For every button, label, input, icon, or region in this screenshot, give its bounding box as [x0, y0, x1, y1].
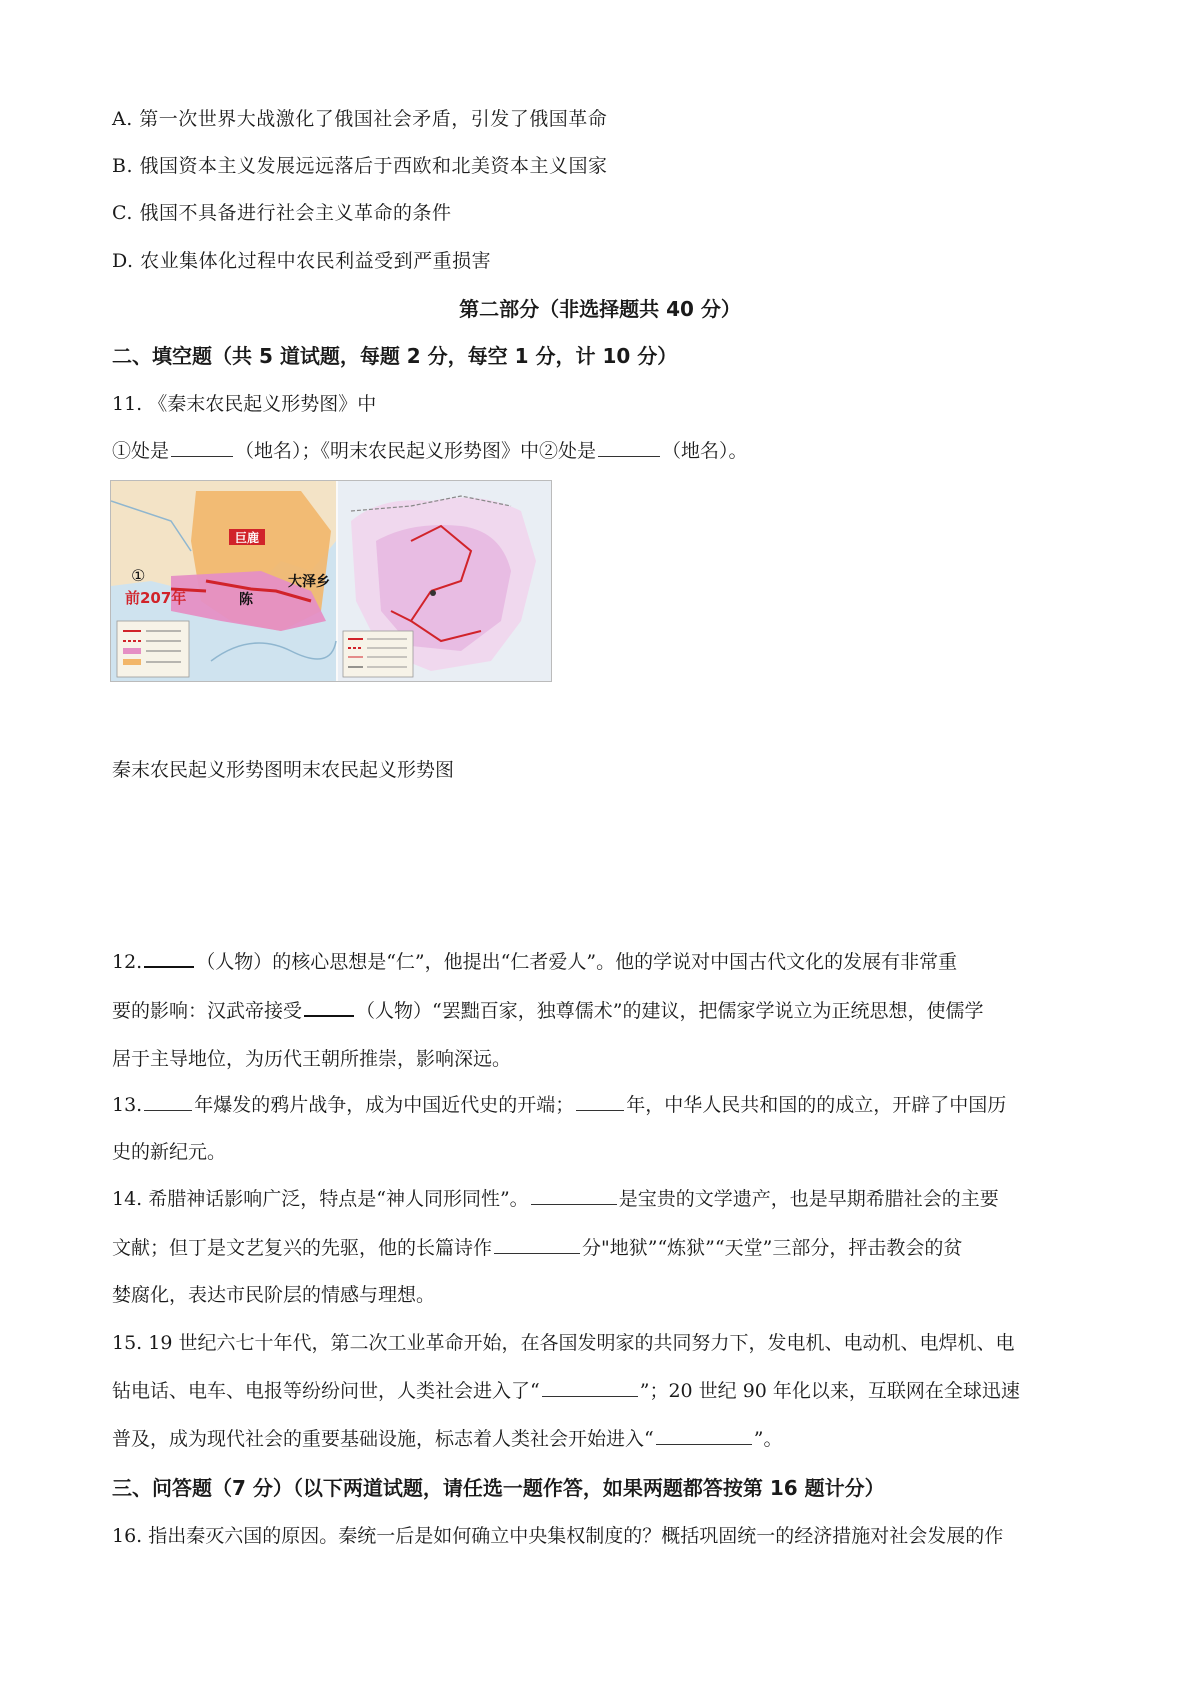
option-c: C. 俄国不具备进行社会主义革命的条件 [112, 202, 452, 224]
q13-num: 13. [112, 1094, 143, 1116]
label-circle1: ① [131, 566, 146, 585]
q15-text-3a: 普及，成为现代社会的重要基础设施，标志着人类社会开始进入 [112, 1428, 645, 1450]
q13-blank-1[interactable] [144, 1094, 192, 1111]
q15-text-3b: 。 [763, 1428, 783, 1450]
q12-line3: 居于主导地位，为历代王朝所推崇，影响深远。 [112, 1048, 512, 1070]
q14-blank-1[interactable] [531, 1188, 617, 1205]
q15-quote-close-1: ” [639, 1380, 650, 1402]
q11-text-a: ①处是 [112, 440, 170, 462]
label-chen: 陈 [239, 592, 253, 608]
q15-line2 [112, 1376, 1102, 1403]
section3-title: 三、问答题（7 分）（以下两道试题，请任选一题作答，如果两题都答按第 16 题计分） [112, 1476, 885, 1500]
q15-quote-open-1: “ [530, 1380, 540, 1402]
q15-quote-close-2: ” [753, 1428, 764, 1450]
q15-blank-1[interactable] [542, 1380, 638, 1397]
q12-num: 12. [112, 951, 143, 973]
q12-blank-2[interactable] [304, 999, 354, 1017]
part2-title: 第二部分（非选择题共 40 分） [459, 297, 741, 321]
maps-svg [111, 481, 551, 681]
q11-blank-1[interactable] [171, 440, 233, 457]
q15-line1: 15. 19 世纪六七十年代，第二次工业革命开始，在各国发明家的共同努力下，发电机、电动机、电焊机、电 [112, 1332, 1015, 1354]
map-caption: 秦末农民起义形势图明末农民起义形势图 [112, 759, 455, 781]
q11-text-c: （地名）。 [662, 440, 748, 462]
q11-text-b: （地名）；《明末农民起义形势图》中②处是 [235, 440, 597, 462]
q15-quote-open-2: “ [644, 1428, 654, 1450]
q14-text-2b: 分"地狱”“炼狱”“天堂”三部分，抨击教会的贫 [582, 1237, 963, 1259]
maps-figure [110, 480, 552, 682]
q13-line2: 史的新纪元。 [112, 1141, 227, 1163]
label-year: 前207年 [125, 589, 187, 607]
q15-text-2b: ；20 世纪 90 年化以来，互联网在全球迅速 [649, 1380, 1020, 1402]
q13-blank-2[interactable] [576, 1094, 624, 1111]
q14-line3: 婪腐化，表达市民阶层的情感与理想。 [112, 1284, 436, 1306]
q14-line2 [112, 1233, 1102, 1260]
q15-blank-2[interactable] [656, 1428, 752, 1445]
q12-text-1: （人物）的核心思想是“仁”，他提出“仁者爱人”。他的学说对中国古代文化的发展有非常重 [196, 951, 958, 973]
label-julu: 巨鹿 [234, 531, 260, 545]
q12-line2 [112, 996, 1102, 1023]
q11-line1: 11. 《秦末农民起义形势图》中 [112, 393, 377, 415]
q12-blank-1[interactable] [144, 950, 194, 968]
q15-line3 [112, 1424, 1102, 1451]
q11-line2 [112, 436, 1102, 463]
q14-line1 [112, 1184, 1102, 1211]
q14-text-1b: 是宝贵的文学遗产，也是早期希腊社会的主要 [618, 1188, 999, 1210]
q13-line1 [112, 1090, 1102, 1117]
q12-text-2a: 要的影响：汉武帝接受 [112, 1000, 303, 1022]
q15-text-2a: 钻电话、电车、电报等纷纷问世，人类社会进入了 [112, 1380, 531, 1402]
qin-map [111, 481, 336, 681]
q13-text-2: 年，中华人民共和国的的成立，开辟了中国历 [626, 1094, 1007, 1116]
label-daze: 大泽乡 [288, 574, 330, 590]
option-b: B. 俄国资本主义发展远远落后于西欧和北美资本主义国家 [112, 155, 608, 177]
q16-line1: 16. 指出秦灭六国的原因。秦统一后是如何确立中央集权制度的？概括巩固统一的经济措施对社会发展的作 [112, 1525, 1004, 1547]
section2-title: 二、填空题（共 5 道试题，每题 2 分，每空 1 分，计 10 分） [112, 344, 678, 368]
q13-text-1: 年爆发的鸦片战争，成为中国近代史的开端； [194, 1094, 575, 1116]
option-a: A. 第一次世界大战激化了俄国社会矛盾，引发了俄国革命 [112, 108, 608, 130]
ming-map [338, 481, 551, 681]
option-d: D. 农业集体化过程中农民利益受到严重损害 [112, 250, 492, 272]
q14-text-1a: 14. 希腊神话影响广泛，特点是“神人同形同性”。 [112, 1188, 529, 1210]
q14-blank-2[interactable] [494, 1237, 580, 1254]
q14-text-2a: 文献；但丁是文艺复兴的先驱，他的长篇诗作 [112, 1237, 493, 1259]
q11-blank-2[interactable] [598, 440, 660, 457]
q12-line1 [112, 947, 1102, 974]
q12-text-2b: （人物）“罢黜百家，独尊儒术”的建议，把儒家学说立为正统思想，使儒学 [356, 1000, 984, 1022]
